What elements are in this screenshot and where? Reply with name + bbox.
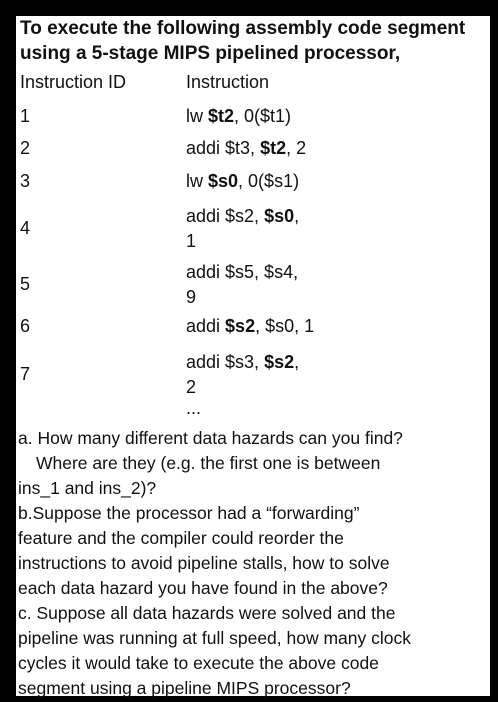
instruction-id: 5: [20, 274, 31, 294]
title-line-1: To execute the following assembly code segment: [20, 18, 466, 39]
question-a-line-1: a. How many different data hazards can you find?: [18, 428, 403, 448]
instruction-line-2: 9: [186, 287, 197, 307]
question-b-line-2: feature and the compiler could reorder the: [18, 528, 344, 548]
question-b-line-1: b.Suppose the processor had a “forwarding”: [18, 503, 360, 523]
instruction-text: , $s0, 1: [255, 316, 315, 336]
question-page: [16, 16, 490, 696]
instruction-id: 3: [20, 171, 31, 191]
instruction: [186, 169, 299, 194]
instruction-id: 1: [20, 106, 31, 126]
instruction-id: 4: [20, 218, 31, 238]
instruction-text: , 0($s1): [238, 171, 300, 191]
question-c: [18, 601, 488, 701]
question-c-line-2: pipeline was running at full speed, how many clock: [18, 628, 411, 648]
instruction-text: , 0($t1): [234, 106, 292, 126]
instruction-id: 6: [20, 316, 31, 336]
register-highlighted: $s2: [264, 352, 295, 372]
question-a: [18, 426, 488, 501]
instruction-text: ,: [294, 352, 300, 372]
instruction-line-2: 1: [186, 231, 197, 251]
register-highlighted: $t2: [260, 138, 287, 158]
instruction-line-2: 2: [186, 377, 197, 397]
instruction: [186, 204, 299, 254]
instruction-text: ,: [294, 206, 300, 226]
question-a-line-2: Where are they (e.g. the first one is between: [36, 453, 381, 473]
question-c-line-1: c. Suppose all data hazards were solved and the: [18, 603, 396, 623]
register-highlighted: $s0: [208, 171, 239, 191]
instruction: [186, 136, 306, 161]
question-b-line-3: instructions to avoid pipeline stalls, how to solve: [18, 553, 390, 573]
question-c-line-4: segment using a pipeline MIPS processor?: [18, 678, 351, 698]
instruction-text: lw: [186, 171, 208, 191]
ellipsis: ...: [186, 398, 202, 418]
instruction: [186, 314, 314, 339]
instruction-line-1: [186, 350, 299, 375]
instruction: [186, 260, 298, 310]
register-highlighted: $s0: [264, 206, 295, 226]
title-line-2: using a 5-stage MIPS pipelined processor,: [20, 43, 401, 64]
question-b-line-4: each data hazard you have found in the above?: [18, 578, 388, 598]
instruction: [186, 350, 299, 400]
instruction-text: addi $t3,: [186, 138, 261, 158]
header-instruction: Instruction: [186, 72, 270, 92]
question-c-line-3: cycles it would take to execute the above code: [18, 653, 379, 673]
instruction: [186, 104, 291, 129]
question-a-line-3: ins_1 and ins_2)?: [18, 478, 157, 498]
register-highlighted: $t2: [208, 106, 235, 126]
instruction-line-1: [186, 204, 299, 229]
instruction-text: addi $s2,: [186, 206, 265, 226]
question-b: [18, 501, 488, 601]
instruction-text: addi $s3,: [186, 352, 265, 372]
register-highlighted: $s2: [225, 316, 256, 336]
instruction-text: addi: [186, 316, 226, 336]
problem-title: [20, 16, 490, 66]
instruction-id: 7: [20, 364, 31, 384]
instruction-text: , 2: [286, 138, 307, 158]
instruction-id: 2: [20, 138, 31, 158]
header-instruction-id: Instruction ID: [20, 72, 127, 92]
instruction-text: lw: [186, 106, 208, 126]
instruction-line-1: [186, 260, 298, 285]
instruction-text: addi $s5, $s4,: [186, 262, 299, 282]
